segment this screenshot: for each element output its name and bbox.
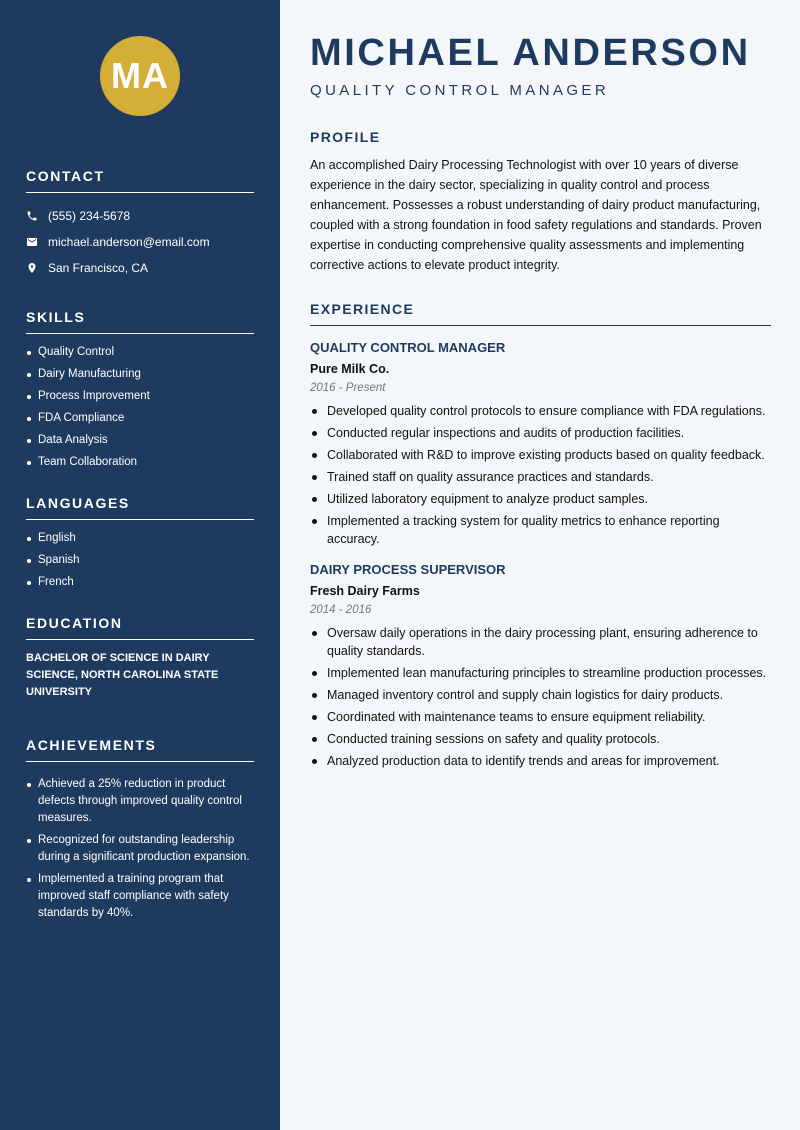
job-bullet: Implemented a tracking system for quality metrics to enhance reporting accuracy.: [310, 512, 771, 548]
job-company: Fresh Dairy Farms: [310, 584, 420, 598]
job-bullet: Analyzed production data to identify trends and areas for improvement.: [310, 752, 771, 770]
languages-heading: LANGUAGES: [26, 495, 254, 520]
job-entry: [310, 562, 771, 770]
achievements-list: [26, 776, 254, 922]
sidebar: [0, 0, 280, 1130]
skills-section: [26, 309, 254, 471]
phone-icon: [26, 210, 38, 222]
candidate-name: MICHAEL ANDERSON: [310, 32, 751, 74]
job-bullet: Coordinated with maintenance teams to ensure equipment reliability.: [310, 708, 771, 726]
achievement-item: Recognized for outstanding leadership during a significant production expansion.: [26, 832, 254, 866]
experience-section: [310, 301, 771, 770]
job-bullet: Trained staff on quality assurance practices and standards.: [310, 468, 771, 486]
job-role: QUALITY CONTROL MANAGER: [310, 340, 506, 355]
job-bullet: Managed inventory control and supply chain logistics for dairy products.: [310, 686, 771, 704]
candidate-title: QUALITY CONTROL MANAGER: [310, 82, 610, 99]
skill-item: FDA Compliance: [26, 410, 254, 427]
education-heading: EDUCATION: [26, 615, 254, 640]
skill-item: Quality Control: [26, 344, 254, 361]
job-bullet: Conducted training sessions on safety and quality protocols.: [310, 730, 771, 748]
skill-item: Data Analysis: [26, 432, 254, 449]
contact-email: [26, 229, 254, 255]
job-bullet: Developed quality control protocols to ensure compliance with FDA regulations.: [310, 402, 771, 420]
languages-list: [26, 530, 254, 591]
skill-item: Dairy Manufacturing: [26, 366, 254, 383]
profile-text: An accomplished Dairy Processing Technologist with over 10 years of diverse experience in the dairy sector, specializing in quality control and process enhancement. Possesses a robust understanding of dairy product manufacturing, coupled with a strong foundation in food safety regulations and standards. Proven expertise in conducting comprehensive quality assessments and implementing corrective actions to elevate product integrity.: [310, 158, 762, 272]
job-bullet: Utilized laboratory equipment to analyze product samples.: [310, 490, 771, 508]
location-text: San Francisco, CA: [48, 261, 149, 275]
job-company: Pure Milk Co.: [310, 362, 390, 376]
contact-heading: CONTACT: [26, 168, 254, 193]
email-address: michael.anderson@email.com: [48, 235, 210, 249]
experience-heading: EXPERIENCE: [310, 301, 771, 326]
job-bullet: Collaborated with R&D to improve existing products based on quality feedback.: [310, 446, 771, 464]
language-item: French: [26, 574, 254, 591]
achievement-item: Achieved a 25% reduction in product defects through improved quality control measures.: [26, 776, 254, 827]
job-role: DAIRY PROCESS SUPERVISOR: [310, 562, 506, 577]
languages-section: [26, 495, 254, 591]
contact-phone: [26, 203, 254, 229]
skill-item: Process Improvement: [26, 388, 254, 405]
language-item: Spanish: [26, 552, 254, 569]
avatar-initials: MA: [100, 36, 180, 116]
achievements-heading: ACHIEVEMENTS: [26, 737, 254, 762]
achievement-item: Implemented a training program that improved staff compliance with safety standards by 40%.: [26, 871, 254, 922]
job-bullet: Conducted regular inspections and audits of production facilities.: [310, 424, 771, 442]
job-bullets: [310, 402, 771, 548]
job-dates: 2016 - Present: [310, 382, 386, 394]
skill-item: Team Collaboration: [26, 454, 254, 471]
location-pin-icon: [26, 262, 38, 274]
email-icon: [26, 236, 38, 248]
contact-section: [26, 168, 254, 281]
contact-location: [26, 255, 254, 281]
profile-heading: PROFILE: [310, 129, 381, 145]
phone-number: (555) 234-5678: [48, 209, 131, 223]
job-dates: 2014 - 2016: [310, 604, 372, 616]
language-item: English: [26, 530, 254, 547]
skills-list: [26, 344, 254, 471]
achievements-section: [26, 737, 254, 922]
job-bullets: [310, 624, 771, 770]
job-bullet: Oversaw daily operations in the dairy processing plant, ensuring adherence to quality standards.: [310, 624, 771, 660]
education-section: [26, 615, 254, 701]
main-content: [280, 0, 800, 1130]
skills-heading: SKILLS: [26, 309, 254, 334]
job-entry: [310, 340, 771, 548]
education-degree: BACHELOR OF SCIENCE IN DAIRY SCIENCE, NORTH CAROLINA STATE UNIVERSITY: [26, 652, 219, 698]
profile-section: [310, 129, 771, 275]
job-bullet: Implemented lean manufacturing principles to streamline production processes.: [310, 664, 771, 682]
